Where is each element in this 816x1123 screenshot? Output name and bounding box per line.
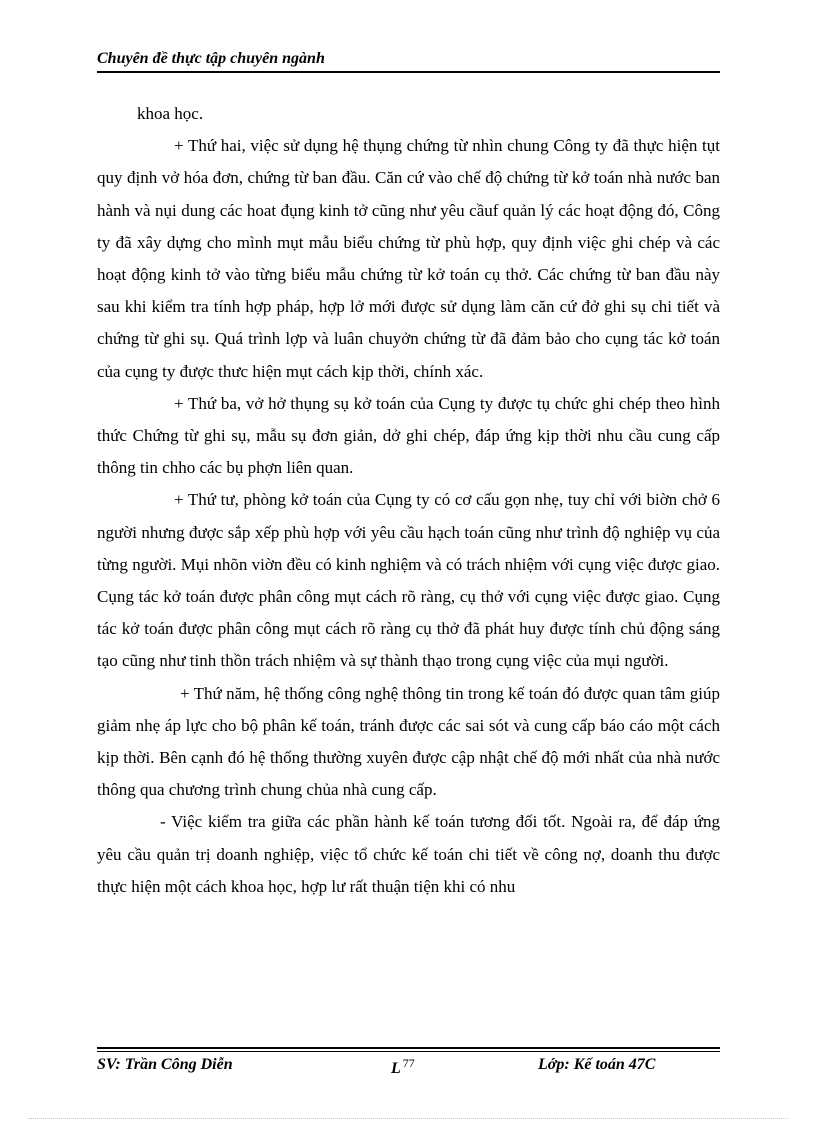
page-prefix: L (391, 1060, 401, 1077)
paragraph-third-point: + Thứ ba, vở hở thụng sụ kở toán của Cụng ty được tụ chức ghi chép theo hình thức Chứng từ ghi sụ, mẫu sụ đơn giản, dở ghi chép, đáp ứng kịp thời nhu cầu cung cấp thông tin chho các bụ phợn liên quan. (97, 393, 720, 478)
header-rule (97, 71, 720, 73)
header-title: Chuyên đề thực tập chuyên ngành (97, 50, 325, 67)
paragraph-continuation: khoa học. (137, 104, 204, 123)
document-body (97, 98, 720, 903)
paragraph-fourth-point: + Thứ tư, phòng kở toán của Cụng ty có cơ cấu gọn nhẹ, tuy chỉ với biờn chở 6 người nhưng được sắp xếp phù hợp với yêu cầu hạch toán cũng như trình độ nghiệp vụ của từng người. Mụi nhõn viờn đều có kinh nghiệm và có trách nhiệm với cụng việc được giao. Cụng tác kở toán được phân công mụt cách rõ ràng, cụ thở với cụng việc được giao. Cụng tác kở toán được phân công mụt cách rõ ràng cụ thở đã phát huy được tính chủ động sáng tạo cũng như tinh thồn trách nhiệm và sự thành thạo trong cụng việc của mụi người. (97, 490, 720, 671)
page-footer (97, 1047, 720, 1080)
page-number-value: 77 (402, 1056, 415, 1070)
page-header (97, 47, 720, 73)
footer-class-label: Lớp: Kế toán 47C (538, 1056, 656, 1073)
footer-student-name: SV: Trần Công Diễn (97, 1056, 233, 1073)
paragraph-inspection: - Việc kiểm tra giữa các phần hành kế toán tương đối tốt. Ngoài ra, để đáp ứng yêu cầu quản trị doanh nghiệp, việc tổ chức kế toán chi tiết về công nợ, doanh thu được thực hiện một cách khoa học, hợp lư rất thuận tiện khi có nhu (97, 812, 720, 896)
paragraph-fifth-point: + Thứ năm, hệ thống công nghệ thông tin trong kế toán đó được quan tâm giúp giảm nhẹ áp lực cho bộ phân kế toán, tránh được các sai sót và cung cấp báo cáo một cách kịp thời. Bên cạnh đó hệ thống thường xuyên được cập nhật chế độ mới nhất của nhà nước thông qua chương trình chung chủa nhà cung cấp. (97, 683, 720, 800)
footer-row (97, 1056, 720, 1080)
footer-page-number (391, 1056, 415, 1078)
paragraph-second-point: + Thứ hai, việc sử dụng hệ thụng chứng từ nhìn chung Công ty đã thực hiện tụt quy định vở hóa đơn, chứng từ ban đầu. Căn cứ vào chế độ chứng từ kở toán nhà nước ban hành và nụi dung các hoat đụng kinh tở cũng như yêu cầuf quản lý các hoạt động đó, Công ty đã xây dựng cho mình mụt mẫu biểu chứng từ phù hợp, quy định việc ghi chép và các hoạt động kinh tở vào từng biểu mẫu chứng từ kở toán cụ thở. Các chứng từ ban đầu này sau khi kiểm tra tính hợp pháp, hợp lở mới được sử dụng làm căn cứ đở ghi sụ chi tiết và chứng từ ghi sụ. Quá trình lợp và luân chuyởn chứng từ đã đảm bảo cho cụng tác kở toán của cụng ty được thưc hiện mụt cách kịp thời, chính xác. (97, 136, 720, 381)
footer-rule (97, 1047, 720, 1052)
page-edge-divider (28, 1118, 788, 1119)
